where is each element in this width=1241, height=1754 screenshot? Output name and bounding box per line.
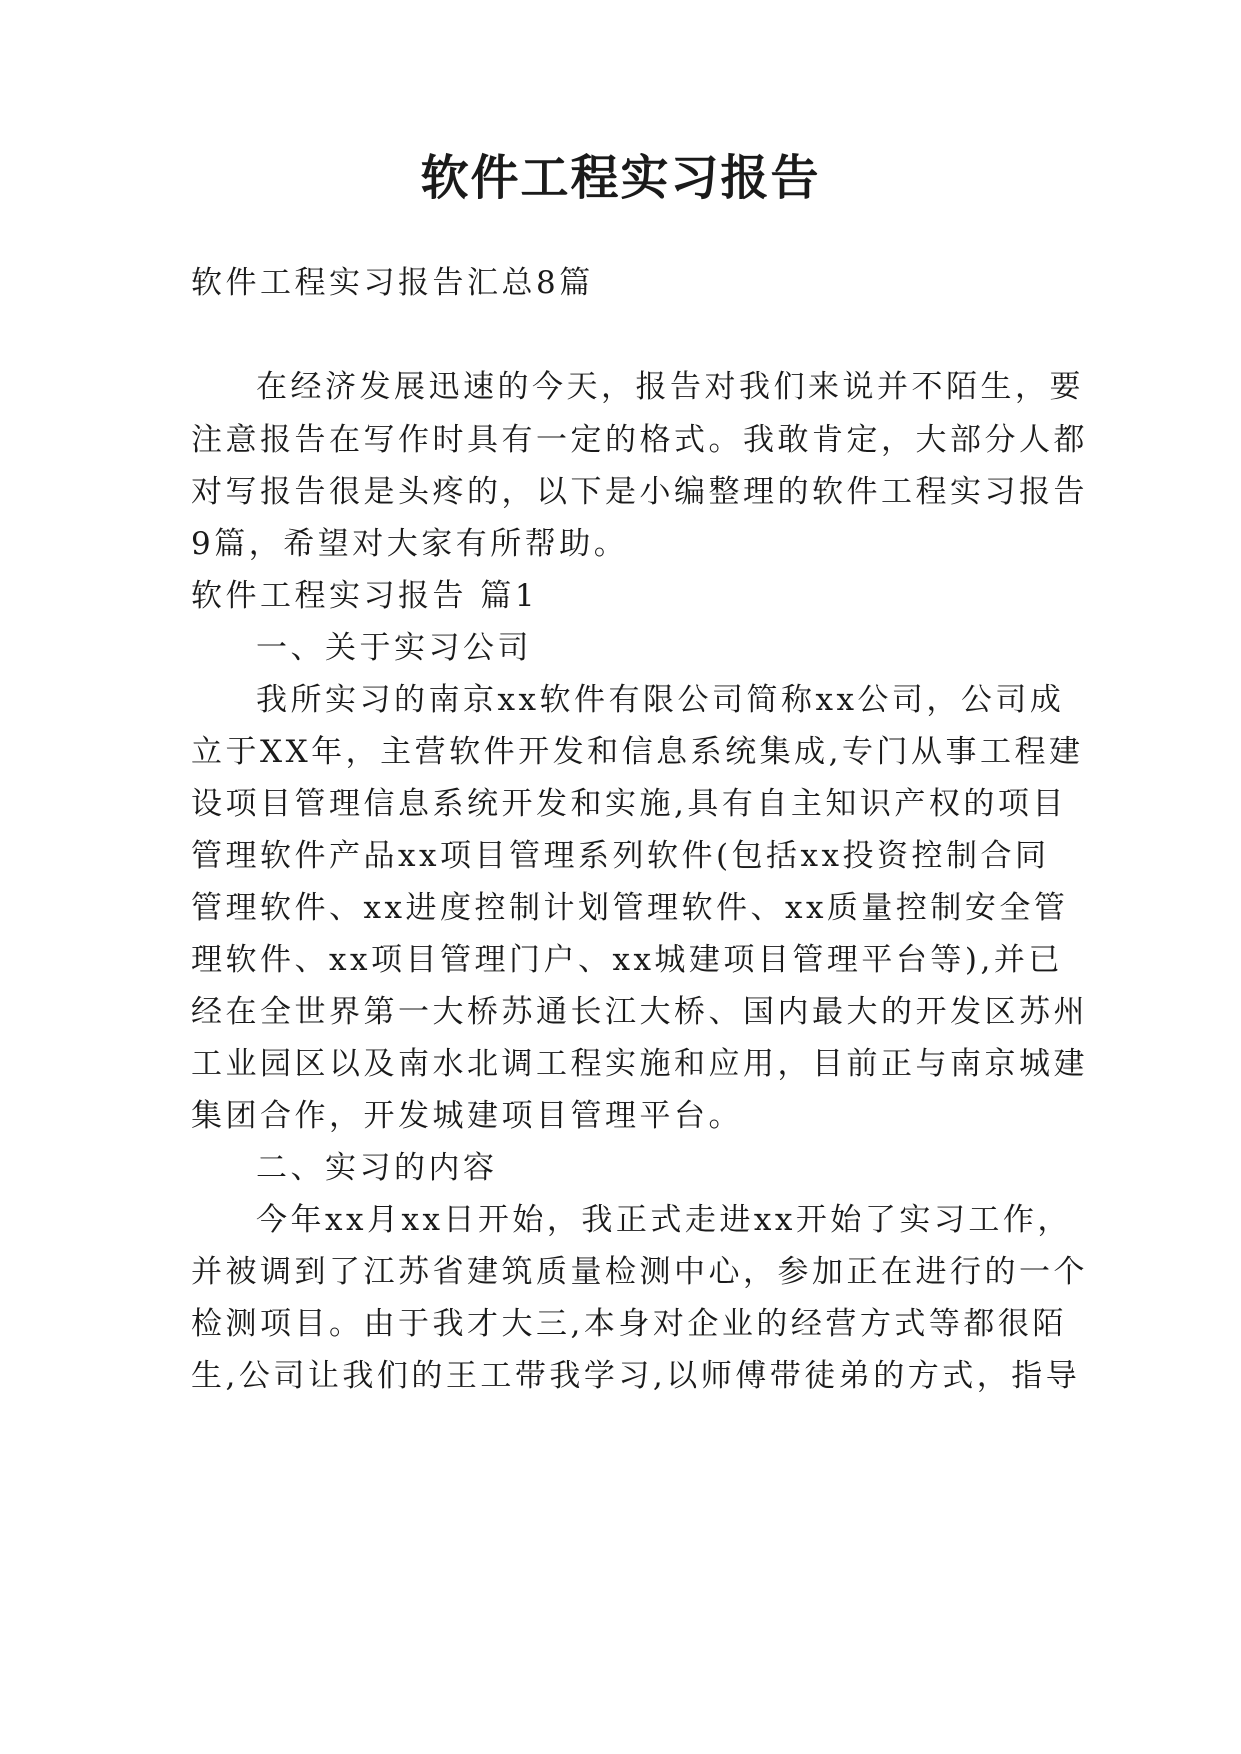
paragraph-line: 并被调到了江苏省建筑质量检测中心，参加正在进行的一个 <box>191 1254 1088 1290</box>
paragraph-line: 理软件、xx项目管理门户、xx城建项目管理平台等),并已 <box>191 942 1063 978</box>
paragraph-line: 工业园区以及南水北调工程实施和应用，目前正与南京城建 <box>191 1046 1088 1082</box>
subsection-heading: 二、实习的内容 <box>256 1150 498 1186</box>
section-heading: 软件工程实习报告 篇1 <box>191 578 539 614</box>
paragraph-line: 注意报告在写作时具有一定的格式。我敢肯定，大部分人都 <box>191 422 1088 458</box>
paragraph-line: 设项目管理信息系统开发和实施,具有自主知识产权的项目 <box>191 786 1067 822</box>
paragraph-line: 管理软件、xx进度控制计划管理软件、xx质量控制安全管 <box>191 890 1069 926</box>
subsection-heading: 一、关于实习公司 <box>256 630 532 666</box>
paragraph-line: 9篇，希望对大家有所帮助。 <box>191 526 629 562</box>
paragraph-line: 集团合作，开发城建项目管理平台。 <box>191 1098 743 1134</box>
document-subtitle: 软件工程实习报告汇总8篇 <box>191 265 594 301</box>
paragraph-line: 我所实习的南京xx软件有限公司简称xx公司，公司成 <box>256 682 1065 718</box>
paragraph-line: 检测项目。由于我才大三,本身对企业的经营方式等都很陌 <box>191 1306 1067 1342</box>
paragraph-line: 在经济发展迅速的今天，报告对我们来说并不陌生，要 <box>256 369 1084 405</box>
paragraph-line: 立于XX年，主营软件开发和信息系统集成,专门从事工程建 <box>191 734 1084 770</box>
document-title: 软件工程实习报告 <box>420 150 821 206</box>
paragraph-line: 经在全世界第一大桥苏通长江大桥、国内最大的开发区苏州 <box>191 994 1088 1030</box>
paragraph-line: 管理软件产品xx项目管理系列软件(包括xx投资控制合同 <box>191 838 1050 874</box>
paragraph-line: 对写报告很是头疼的，以下是小编整理的软件工程实习报告 <box>191 474 1088 510</box>
paragraph-line: 生,公司让我们的王工带我学习,以师傅带徒弟的方式，指导 <box>191 1358 1081 1394</box>
paragraph-line: 今年xx月xx日开始，我正式走进xx开始了实习工作， <box>256 1202 1072 1238</box>
